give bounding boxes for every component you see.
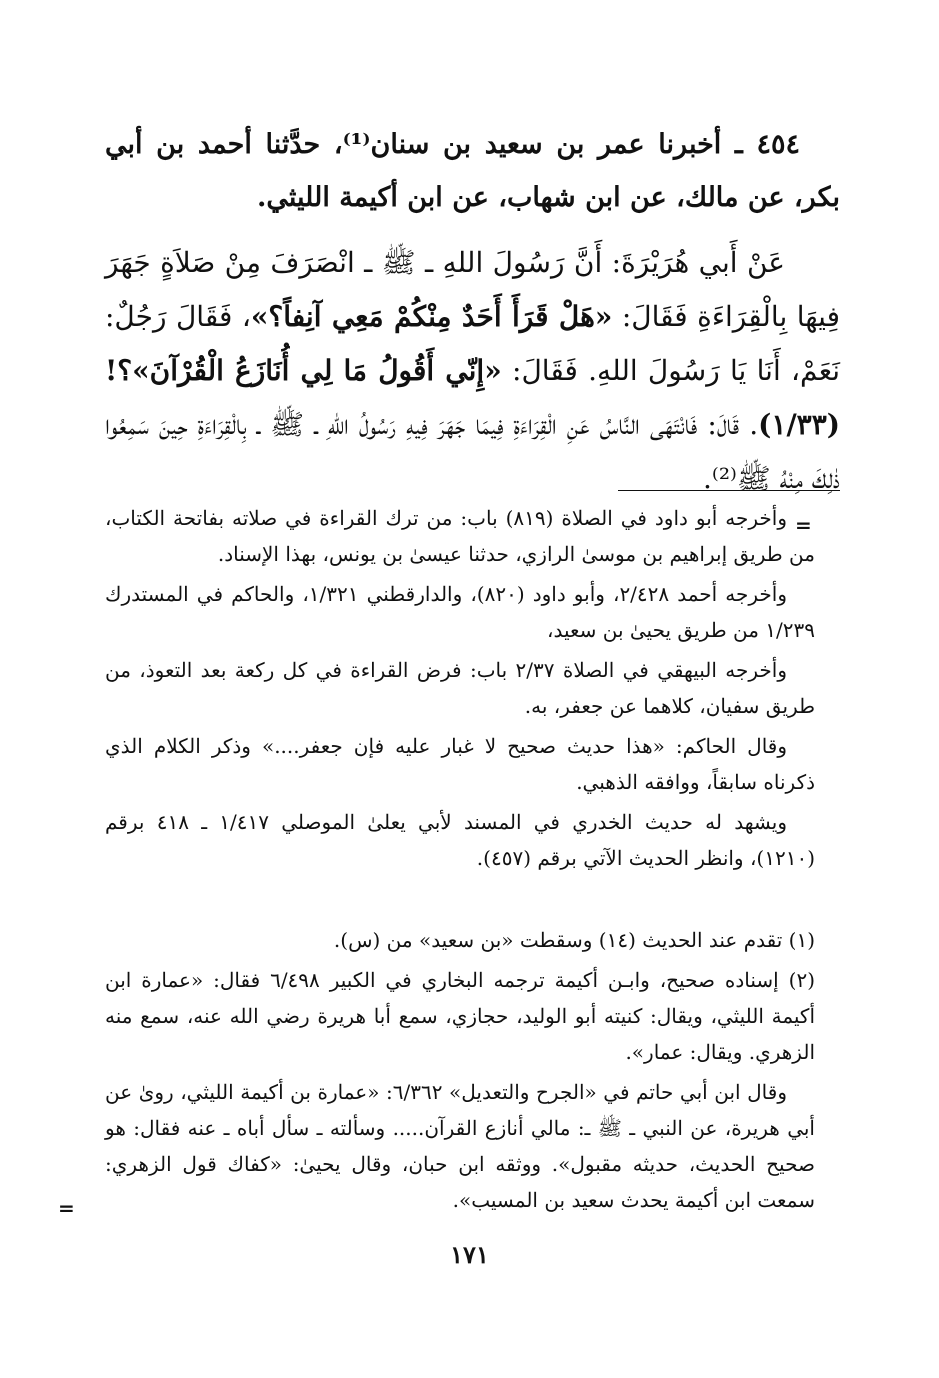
matn-quote-2: «إِنّي أَقُولُ مَا لِي أُنَازَعُ الْقُرْآنَ»؟! (١/٣٣): [105, 354, 840, 441]
matn-part-1: عَنْ أَبي هُرَيْرَةَ: أَنَّ رَسُولَ اللهِ ـ ﷺ ـ انْصَرَفَ مِنْ صَلاَةٍ جَهَرَ فِيهَا بِالْقِرَاءَةِ فَقَالَ:: [105, 246, 840, 333]
footnote-2-continued: وقال ابن أبي حاتم في «الجرح والتعديل» ٦/٣٦٢: «عمارة بن أكيمة الليثي، روىٰ عن أبي هريرة، عن النبي ـ ﷺ ـ: مالي أنازع القرآن..... وسألته ـ سأل أباه ـ عنه فقال: هو صحيح الحديث، حديثه مقبول». ووثقه ابن حبان، وقال يحيىٰ: «كفاك قول الزهري: سمعت ابن أكيمة يحدث سعيد بن المسيب».: [105, 1080, 815, 1212]
note-paragraph: وقال الحاكم: «هذا حديث صحيح لا غبار عليه فإن جعفر....» وذكر الكلام الذي ذكرناه سابقاً، ووافقه الذهبي.: [105, 734, 815, 794]
footnote-1: (١) تقدم عند الحديث (١٤) وسقطت «بن سعيد» من (س).: [333, 928, 815, 952]
matn-quote-1: «هَلْ قَرَأَ أَحَدٌ مِنْكُمْ مَعِي آنِفاً؟»: [250, 300, 613, 333]
note-paragraph: ويشهد له حديث الخدري في المسند لأبي يعلىٰ الموصلي ١/٤١٧ ـ ٤١٨ برقم (١٢١٠)، وانظر الحديث الآتي برقم (٤٥٧).: [105, 810, 815, 870]
matn-paragraph: [105, 236, 840, 506]
footnote-2: (٢) إسناده صحيح، وابـن أكيمة ترجمه البخاري في الكبير ٦/٤٩٨ فقال: «عمارة ابن أكيمة الليثي، ويقال: كنيته أبو الوليد، حجازي، سمع أبا هريرة رضي الله عنه، سمع منه الزهري. ويقال: عمار».: [105, 968, 815, 1064]
note-paragraph: وأخرجه أحمد ٢/٤٢٨، وأبو داود (٨٢٠)، والدارقطني ١/٣٢١، والحاكم في المستدرك ١/٢٣٩ من طريق يحيىٰ بن سعيد،: [105, 582, 815, 642]
hadith-isnad: [105, 118, 840, 224]
continuation-mark-top: =: [795, 513, 812, 537]
footnote-separator: [618, 490, 840, 491]
hadith-matn: [105, 236, 840, 506]
note-paragraph: وأخرجه البيهقي في الصلاة ٢/٣٧ باب: فرض القراءة في كل ركعة بعد التعوذ، من طريق سفيان، كلاهما عن جعفر، به.: [105, 658, 815, 718]
takhrij-notes: [105, 500, 815, 880]
continuation-mark-bottom: =: [58, 1196, 75, 1220]
isnad-text: ٤٥٤ ـ أخبرنا عمر بن سعيد بن سنان⁽¹⁾، حدَّثنا أحمد بن أبي بكر، عن مالك، عن ابن شهاب، عن ابن أكيمة الليثي.: [105, 129, 840, 213]
footnotes: [105, 922, 815, 1222]
matn-part-2: ، فَقَالَ رَجُلٌ: نَعَمْ، أَنَا يَا رَسُولَ اللهِ. فَقَالَ:: [105, 300, 840, 387]
page-number: ١٧١: [450, 1240, 489, 1269]
matn-part-3: . قَالَ: فَانْتَهَى النَّاسُ عَنِ الْقِرَاءَةِ فِيمَا جَهَرَ فِيهِ رَسُولُ اللهِ ـ ﷺ ـ بِالْقِرَاءَةِ حِينَ سَمِعُوا ذٰلِكَ مِنْهُ ﷺ⁽²⁾.: [105, 408, 840, 495]
note-paragraph: وأخرجه أبو داود في الصلاة (٨١٩) باب: من ترك القراءة في صلاته بفاتحة الكتاب، من طريق إبراهيم بن موسىٰ الرازي، حدثنا عيسىٰ بن يونس، بهذا الإسناد.: [105, 506, 815, 566]
